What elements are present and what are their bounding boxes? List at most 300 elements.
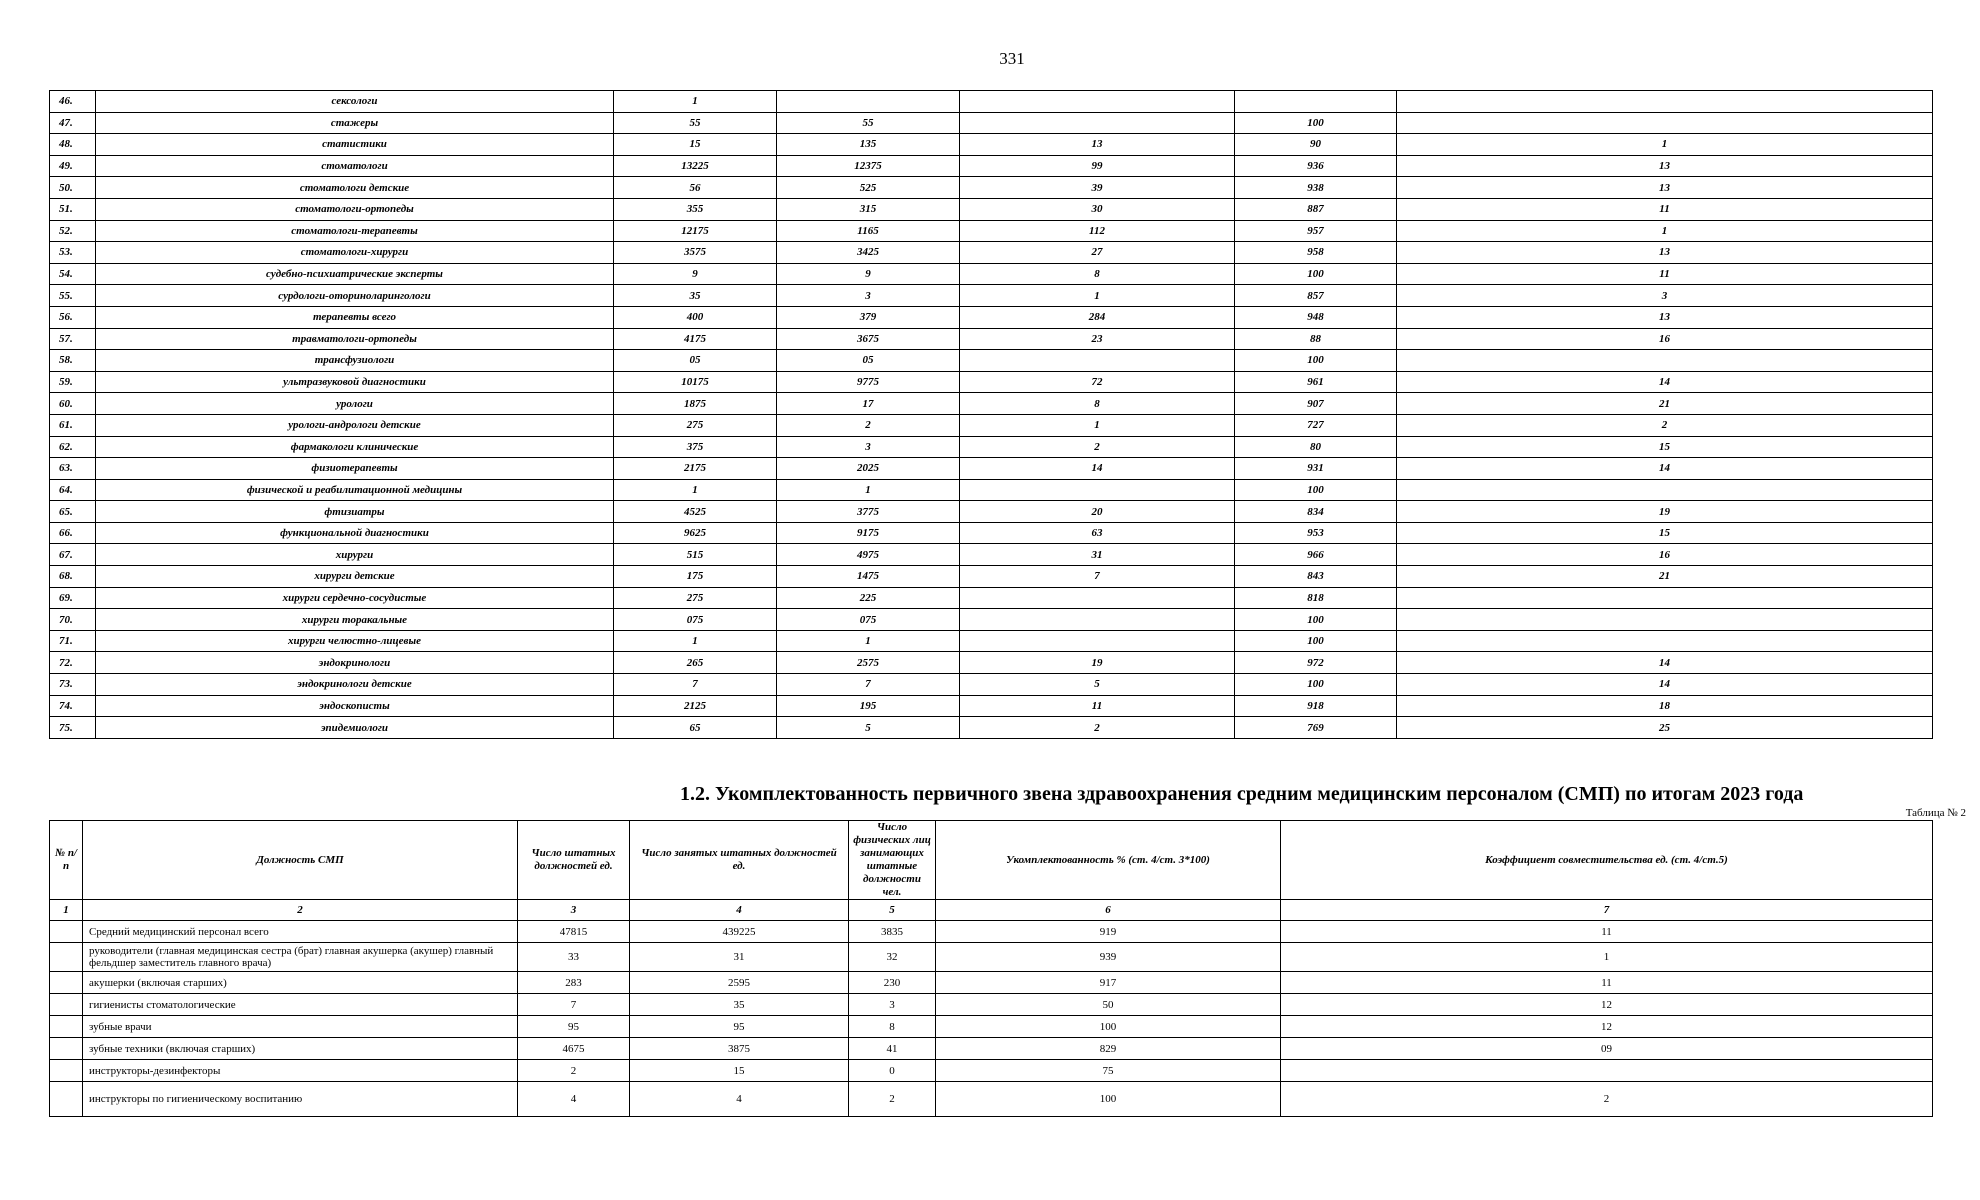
cell-individuals: 99 bbox=[960, 155, 1235, 177]
cell-specialty: хирурги челюстно-лицевые bbox=[96, 630, 614, 652]
cell-staff-positions: 15 bbox=[614, 134, 777, 156]
cell-staff-positions: 400 bbox=[614, 306, 777, 328]
cell-combination-coefficient: 15 bbox=[1397, 522, 1933, 544]
cell-occupied-positions: 5 bbox=[777, 717, 960, 739]
table-row bbox=[50, 921, 1933, 943]
cell-individuals bbox=[960, 630, 1235, 652]
cell-staff-positions: 4675 bbox=[518, 1038, 630, 1060]
cell-staff-positions: 355 bbox=[614, 198, 777, 220]
table-row bbox=[50, 994, 1933, 1016]
cell-staff-positions: 3575 bbox=[614, 242, 777, 264]
cell-occupied-positions: 075 bbox=[777, 609, 960, 631]
cell-occupied-positions: 55 bbox=[777, 112, 960, 134]
cell-combination-coefficient: 1 bbox=[1397, 220, 1933, 242]
cell-row-number: 71. bbox=[50, 630, 96, 652]
cell-row-number: 67. bbox=[50, 544, 96, 566]
cell-occupied-positions: 3775 bbox=[777, 501, 960, 523]
cell-specialty: урологи bbox=[96, 393, 614, 415]
cell-staff-positions: 55 bbox=[614, 112, 777, 134]
cell-row-number bbox=[50, 1060, 83, 1082]
cell-staff-positions: 47815 bbox=[518, 921, 630, 943]
cell-combination-coefficient bbox=[1397, 479, 1933, 501]
cell-individuals bbox=[960, 609, 1235, 631]
cell-staff-positions: 2125 bbox=[614, 695, 777, 717]
cell-row-number: 75. bbox=[50, 717, 96, 739]
table-row bbox=[50, 436, 1933, 458]
cell-specialty: стоматологи детские bbox=[96, 177, 614, 199]
cell-row-number: 50. bbox=[50, 177, 96, 199]
cell-occupied-positions: 12375 bbox=[777, 155, 960, 177]
cell-row-number: 61. bbox=[50, 414, 96, 436]
cell-staff-positions: 12175 bbox=[614, 220, 777, 242]
cell-row-number: 53. bbox=[50, 242, 96, 264]
table-row bbox=[50, 501, 1933, 523]
cell-staff-positions: 7 bbox=[518, 994, 630, 1016]
cell-specialty: зубные врачи bbox=[83, 1016, 518, 1038]
cell-staff-positions: 35 bbox=[614, 285, 777, 307]
cell-combination-coefficient bbox=[1397, 112, 1933, 134]
cell-combination-coefficient: 13 bbox=[1397, 242, 1933, 264]
cell-staffing-percent: 80 bbox=[1235, 436, 1397, 458]
cell-occupied-positions: 1475 bbox=[777, 566, 960, 588]
cell-specialty: стоматологи bbox=[96, 155, 614, 177]
cell-combination-coefficient: 14 bbox=[1397, 652, 1933, 674]
table-row bbox=[50, 458, 1933, 480]
cell-specialty: Средний медицинский персонал всего bbox=[83, 921, 518, 943]
cell-combination-coefficient: 19 bbox=[1397, 501, 1933, 523]
cell-occupied-positions: 15 bbox=[630, 1060, 849, 1082]
table-row bbox=[50, 1038, 1933, 1060]
cell-combination-coefficient bbox=[1397, 91, 1933, 113]
cell-staffing-percent: 829 bbox=[936, 1038, 1281, 1060]
cell-staffing-percent: 887 bbox=[1235, 198, 1397, 220]
cell-specialty: фтизиатры bbox=[96, 501, 614, 523]
cell-specialty: стоматологи-ортопеды bbox=[96, 198, 614, 220]
cell-individuals: 5 bbox=[960, 674, 1235, 696]
table-row bbox=[50, 306, 1933, 328]
table-row bbox=[50, 328, 1933, 350]
cell-staff-positions: 7 bbox=[614, 674, 777, 696]
cell-occupied-positions: 31 bbox=[630, 943, 849, 972]
cell-specialty: статистики bbox=[96, 134, 614, 156]
header-occupied-positions: Число занятых штатных должностей ед. bbox=[630, 821, 849, 900]
cell-staffing-percent: 100 bbox=[1235, 609, 1397, 631]
cell-occupied-positions: 2575 bbox=[777, 652, 960, 674]
header-number: № п/п bbox=[50, 821, 83, 900]
cell-specialty: хирурги сердечно-сосудистые bbox=[96, 587, 614, 609]
cell-combination-coefficient: 15 bbox=[1397, 436, 1933, 458]
cell-occupied-positions: 9 bbox=[777, 263, 960, 285]
table-row bbox=[50, 522, 1933, 544]
cell-row-number: 66. bbox=[50, 522, 96, 544]
cell-staff-positions: 4 bbox=[518, 1082, 630, 1117]
cell-staffing-percent: 958 bbox=[1235, 242, 1397, 264]
cell-individuals: 1 bbox=[960, 285, 1235, 307]
cell-combination-coefficient: 13 bbox=[1397, 155, 1933, 177]
cell-row-number: 62. bbox=[50, 436, 96, 458]
cell-staffing-percent: 939 bbox=[936, 943, 1281, 972]
cell-row-number bbox=[50, 921, 83, 943]
cell-specialty: руководители (главная медицинская сестра (брат) главная акушерка (акушер) главный фельдшер заместитель главного врача) bbox=[83, 943, 518, 972]
table-row bbox=[50, 609, 1933, 631]
cell-individuals: 72 bbox=[960, 371, 1235, 393]
cell-individuals: 20 bbox=[960, 501, 1235, 523]
header-position: Должность СМП bbox=[83, 821, 518, 900]
cell-occupied-positions: 1 bbox=[777, 479, 960, 501]
header-combination-coefficient: Коэффициент совместительства ед. (ст. 4/ст.5) bbox=[1281, 821, 1933, 900]
cell-specialty: эндокринологи bbox=[96, 652, 614, 674]
nursing-staffing-table bbox=[49, 820, 1933, 1117]
cell-staffing-percent: 857 bbox=[1235, 285, 1397, 307]
table-row bbox=[50, 220, 1933, 242]
cell-occupied-positions: 439225 bbox=[630, 921, 849, 943]
cell-specialty: акушерки (включая старших) bbox=[83, 972, 518, 994]
cell-row-number: 72. bbox=[50, 652, 96, 674]
cell-individuals: 63 bbox=[960, 522, 1235, 544]
cell-combination-coefficient: 13 bbox=[1397, 306, 1933, 328]
cell-row-number: 69. bbox=[50, 587, 96, 609]
header-individuals: Число физических лиц занимающих штатные должности чел. bbox=[849, 821, 936, 900]
cell-occupied-positions: 4975 bbox=[777, 544, 960, 566]
cell-specialty: сурдологи-оториноларингологи bbox=[96, 285, 614, 307]
cell-specialty: эндоскописты bbox=[96, 695, 614, 717]
cell-individuals: 3835 bbox=[849, 921, 936, 943]
cell-individuals bbox=[960, 479, 1235, 501]
cell-occupied-positions: 315 bbox=[777, 198, 960, 220]
cell-combination-coefficient: 2 bbox=[1397, 414, 1933, 436]
cell-combination-coefficient: 16 bbox=[1397, 544, 1933, 566]
cell-row-number: 65. bbox=[50, 501, 96, 523]
cell-staff-positions: 1 bbox=[614, 91, 777, 113]
cell-specialty: стажеры bbox=[96, 112, 614, 134]
cell-individuals: 8 bbox=[960, 263, 1235, 285]
cell-row-number: 58. bbox=[50, 350, 96, 372]
cell-staff-positions: 9625 bbox=[614, 522, 777, 544]
table-row bbox=[50, 263, 1933, 285]
cell-staffing-percent: 931 bbox=[1235, 458, 1397, 480]
cell-staff-positions: 65 bbox=[614, 717, 777, 739]
cell-staffing-percent: 919 bbox=[936, 921, 1281, 943]
cell-combination-coefficient bbox=[1397, 630, 1933, 652]
table-row bbox=[50, 198, 1933, 220]
cell-row-number bbox=[50, 1038, 83, 1060]
table-row bbox=[50, 134, 1933, 156]
cell-staff-positions: 56 bbox=[614, 177, 777, 199]
table-row bbox=[50, 566, 1933, 588]
cell-staffing-percent: 843 bbox=[1235, 566, 1397, 588]
column-index-row bbox=[50, 900, 1933, 921]
cell-staffing-percent: 972 bbox=[1235, 652, 1397, 674]
cell-row-number bbox=[50, 1016, 83, 1038]
table-row bbox=[50, 242, 1933, 264]
cell-row-number: 54. bbox=[50, 263, 96, 285]
cell-combination-coefficient: 18 bbox=[1397, 695, 1933, 717]
cell-row-number: 59. bbox=[50, 371, 96, 393]
cell-individuals: 31 bbox=[960, 544, 1235, 566]
cell-individuals: 2 bbox=[960, 717, 1235, 739]
cell-row-number: 70. bbox=[50, 609, 96, 631]
cell-occupied-positions: 1165 bbox=[777, 220, 960, 242]
cell-individuals: 2 bbox=[960, 436, 1235, 458]
cell-row-number: 55. bbox=[50, 285, 96, 307]
cell-staff-positions: 13225 bbox=[614, 155, 777, 177]
cell-individuals: 30 bbox=[960, 198, 1235, 220]
cell-row-number bbox=[50, 994, 83, 1016]
table-row bbox=[50, 943, 1933, 972]
column-index: 7 bbox=[1281, 900, 1933, 921]
table-row bbox=[50, 587, 1933, 609]
cell-combination-coefficient: 12 bbox=[1281, 1016, 1933, 1038]
cell-individuals bbox=[960, 587, 1235, 609]
cell-individuals: 41 bbox=[849, 1038, 936, 1060]
cell-occupied-positions: 135 bbox=[777, 134, 960, 156]
cell-specialty: физической и реабилитационной медицины bbox=[96, 479, 614, 501]
cell-specialty: фармакологи клинические bbox=[96, 436, 614, 458]
cell-individuals: 3 bbox=[849, 994, 936, 1016]
cell-individuals bbox=[960, 112, 1235, 134]
cell-staffing-percent: 100 bbox=[1235, 263, 1397, 285]
cell-staffing-percent: 100 bbox=[1235, 479, 1397, 501]
cell-staff-positions: 1875 bbox=[614, 393, 777, 415]
cell-occupied-positions: 7 bbox=[777, 674, 960, 696]
cell-occupied-positions: 9175 bbox=[777, 522, 960, 544]
column-index: 4 bbox=[630, 900, 849, 921]
cell-staff-positions: 33 bbox=[518, 943, 630, 972]
cell-combination-coefficient: 16 bbox=[1397, 328, 1933, 350]
cell-staffing-percent: 100 bbox=[936, 1082, 1281, 1117]
cell-row-number: 63. bbox=[50, 458, 96, 480]
cell-specialty: трансфузиологи bbox=[96, 350, 614, 372]
table-row bbox=[50, 371, 1933, 393]
cell-specialty: физиотерапевты bbox=[96, 458, 614, 480]
cell-specialty: инструкторы-дезинфекторы bbox=[83, 1060, 518, 1082]
table-row bbox=[50, 717, 1933, 739]
cell-occupied-positions: 3 bbox=[777, 285, 960, 307]
cell-specialty: инструкторы по гигиеническому воспитанию bbox=[83, 1082, 518, 1117]
cell-specialty: терапевты всего bbox=[96, 306, 614, 328]
table-row bbox=[50, 695, 1933, 717]
cell-individuals: 23 bbox=[960, 328, 1235, 350]
cell-staff-positions: 515 bbox=[614, 544, 777, 566]
cell-staffing-percent: 957 bbox=[1235, 220, 1397, 242]
cell-combination-coefficient: 1 bbox=[1281, 943, 1933, 972]
cell-staff-positions: 275 bbox=[614, 414, 777, 436]
cell-staffing-percent: 918 bbox=[1235, 695, 1397, 717]
cell-combination-coefficient: 11 bbox=[1397, 263, 1933, 285]
cell-occupied-positions: 2 bbox=[777, 414, 960, 436]
cell-staffing-percent: 961 bbox=[1235, 371, 1397, 393]
cell-row-number: 52. bbox=[50, 220, 96, 242]
cell-staff-positions: 1 bbox=[614, 630, 777, 652]
cell-staffing-percent: 75 bbox=[936, 1060, 1281, 1082]
cell-combination-coefficient: 3 bbox=[1397, 285, 1933, 307]
cell-row-number: 47. bbox=[50, 112, 96, 134]
cell-staff-positions: 175 bbox=[614, 566, 777, 588]
cell-staffing-percent: 818 bbox=[1235, 587, 1397, 609]
cell-specialty: функциональной диагностики bbox=[96, 522, 614, 544]
table-row bbox=[50, 1016, 1933, 1038]
table-row bbox=[50, 1082, 1933, 1117]
cell-individuals: 0 bbox=[849, 1060, 936, 1082]
cell-row-number: 49. bbox=[50, 155, 96, 177]
cell-occupied-positions: 4 bbox=[630, 1082, 849, 1117]
cell-specialty: сексологи bbox=[96, 91, 614, 113]
cell-staff-positions: 283 bbox=[518, 972, 630, 994]
cell-specialty: зубные техники (включая старших) bbox=[83, 1038, 518, 1060]
header-staffing-percent: Укомплектованность % (ст. 4/ст. 3*100) bbox=[936, 821, 1281, 900]
cell-staffing-percent: 966 bbox=[1235, 544, 1397, 566]
table-row bbox=[50, 177, 1933, 199]
cell-staff-positions: 375 bbox=[614, 436, 777, 458]
cell-occupied-positions: 2025 bbox=[777, 458, 960, 480]
cell-occupied-positions: 9775 bbox=[777, 371, 960, 393]
cell-occupied-positions: 35 bbox=[630, 994, 849, 1016]
cell-individuals: 1 bbox=[960, 414, 1235, 436]
cell-combination-coefficient: 13 bbox=[1397, 177, 1933, 199]
section-title: 1.2. Укомплектованность первичного звена здравоохранения средним медицинским персоналом (СМП) по итогам 2023 года bbox=[680, 783, 1804, 805]
cell-occupied-positions: 225 bbox=[777, 587, 960, 609]
column-index: 6 bbox=[936, 900, 1281, 921]
cell-row-number: 57. bbox=[50, 328, 96, 350]
cell-staff-positions: 2175 bbox=[614, 458, 777, 480]
cell-occupied-positions: 3675 bbox=[777, 328, 960, 350]
cell-individuals: 7 bbox=[960, 566, 1235, 588]
cell-individuals: 14 bbox=[960, 458, 1235, 480]
table-row bbox=[50, 393, 1933, 415]
cell-individuals: 13 bbox=[960, 134, 1235, 156]
table-row bbox=[50, 1060, 1933, 1082]
cell-specialty: урологи-андрологи детские bbox=[96, 414, 614, 436]
cell-specialty: эпидемиологи bbox=[96, 717, 614, 739]
cell-row-number: 56. bbox=[50, 306, 96, 328]
cell-combination-coefficient: 12 bbox=[1281, 994, 1933, 1016]
cell-staffing-percent: 90 bbox=[1235, 134, 1397, 156]
cell-row-number: 68. bbox=[50, 566, 96, 588]
cell-staffing-percent: 834 bbox=[1235, 501, 1397, 523]
cell-row-number bbox=[50, 943, 83, 972]
cell-staff-positions: 275 bbox=[614, 587, 777, 609]
cell-staff-positions: 05 bbox=[614, 350, 777, 372]
table-row bbox=[50, 414, 1933, 436]
cell-combination-coefficient: 11 bbox=[1397, 198, 1933, 220]
cell-staffing-percent: 727 bbox=[1235, 414, 1397, 436]
header-staff-positions: Число штатных должностей ед. bbox=[518, 821, 630, 900]
cell-staff-positions: 4525 bbox=[614, 501, 777, 523]
cell-combination-coefficient bbox=[1397, 350, 1933, 372]
cell-combination-coefficient bbox=[1281, 1060, 1933, 1082]
column-index: 5 bbox=[849, 900, 936, 921]
cell-combination-coefficient bbox=[1397, 609, 1933, 631]
cell-specialty: ультразвуковой диагностики bbox=[96, 371, 614, 393]
column-index: 1 bbox=[50, 900, 83, 921]
cell-specialty: хирурги bbox=[96, 544, 614, 566]
table-row bbox=[50, 112, 1933, 134]
cell-occupied-positions: 3 bbox=[777, 436, 960, 458]
cell-combination-coefficient: 1 bbox=[1397, 134, 1933, 156]
cell-staffing-percent bbox=[1235, 91, 1397, 113]
cell-row-number bbox=[50, 1082, 83, 1117]
cell-individuals: 2 bbox=[849, 1082, 936, 1117]
table-row bbox=[50, 350, 1933, 372]
cell-occupied-positions: 379 bbox=[777, 306, 960, 328]
table-row bbox=[50, 544, 1933, 566]
cell-specialty: эндокринологи детские bbox=[96, 674, 614, 696]
cell-individuals bbox=[960, 350, 1235, 372]
cell-row-number: 60. bbox=[50, 393, 96, 415]
cell-individuals: 27 bbox=[960, 242, 1235, 264]
cell-staffing-percent: 907 bbox=[1235, 393, 1397, 415]
cell-occupied-positions: 2595 bbox=[630, 972, 849, 994]
cell-staffing-percent: 100 bbox=[936, 1016, 1281, 1038]
cell-combination-coefficient: 14 bbox=[1397, 458, 1933, 480]
cell-staff-positions: 075 bbox=[614, 609, 777, 631]
column-index: 2 bbox=[83, 900, 518, 921]
cell-occupied-positions: 05 bbox=[777, 350, 960, 372]
cell-staffing-percent: 100 bbox=[1235, 112, 1397, 134]
cell-combination-coefficient: 2 bbox=[1281, 1082, 1933, 1117]
cell-individuals: 39 bbox=[960, 177, 1235, 199]
cell-combination-coefficient bbox=[1397, 587, 1933, 609]
cell-row-number bbox=[50, 972, 83, 994]
table-label: Таблица № 2 bbox=[1905, 807, 1966, 819]
table-header-row bbox=[50, 821, 1933, 900]
cell-occupied-positions: 195 bbox=[777, 695, 960, 717]
cell-staff-positions: 1 bbox=[614, 479, 777, 501]
table-row bbox=[50, 630, 1933, 652]
cell-staff-positions: 4175 bbox=[614, 328, 777, 350]
cell-individuals: 284 bbox=[960, 306, 1235, 328]
cell-staff-positions: 2 bbox=[518, 1060, 630, 1082]
cell-row-number: 73. bbox=[50, 674, 96, 696]
table-row bbox=[50, 652, 1933, 674]
cell-combination-coefficient: 11 bbox=[1281, 921, 1933, 943]
cell-individuals: 8 bbox=[960, 393, 1235, 415]
cell-staffing-percent: 938 bbox=[1235, 177, 1397, 199]
table-row bbox=[50, 285, 1933, 307]
cell-staffing-percent: 917 bbox=[936, 972, 1281, 994]
cell-occupied-positions: 17 bbox=[777, 393, 960, 415]
cell-staffing-percent: 100 bbox=[1235, 674, 1397, 696]
cell-combination-coefficient: 14 bbox=[1397, 674, 1933, 696]
cell-staffing-percent: 948 bbox=[1235, 306, 1397, 328]
cell-combination-coefficient: 09 bbox=[1281, 1038, 1933, 1060]
cell-individuals: 32 bbox=[849, 943, 936, 972]
cell-staffing-percent: 769 bbox=[1235, 717, 1397, 739]
cell-specialty: судебно-психиатрические эксперты bbox=[96, 263, 614, 285]
cell-row-number: 46. bbox=[50, 91, 96, 113]
table-row bbox=[50, 479, 1933, 501]
cell-combination-coefficient: 21 bbox=[1397, 393, 1933, 415]
cell-specialty: гигиенисты стоматологические bbox=[83, 994, 518, 1016]
cell-combination-coefficient: 21 bbox=[1397, 566, 1933, 588]
cell-staffing-percent: 88 bbox=[1235, 328, 1397, 350]
cell-individuals bbox=[960, 91, 1235, 113]
cell-occupied-positions: 3875 bbox=[630, 1038, 849, 1060]
cell-individuals: 112 bbox=[960, 220, 1235, 242]
cell-staff-positions: 95 bbox=[518, 1016, 630, 1038]
cell-specialty: хирурги детские bbox=[96, 566, 614, 588]
cell-occupied-positions: 525 bbox=[777, 177, 960, 199]
cell-staffing-percent: 50 bbox=[936, 994, 1281, 1016]
table-row bbox=[50, 674, 1933, 696]
cell-staff-positions: 10175 bbox=[614, 371, 777, 393]
cell-occupied-positions bbox=[777, 91, 960, 113]
cell-occupied-positions: 3425 bbox=[777, 242, 960, 264]
cell-staff-positions: 265 bbox=[614, 652, 777, 674]
column-index: 3 bbox=[518, 900, 630, 921]
cell-specialty: стоматологи-хирурги bbox=[96, 242, 614, 264]
cell-row-number: 48. bbox=[50, 134, 96, 156]
